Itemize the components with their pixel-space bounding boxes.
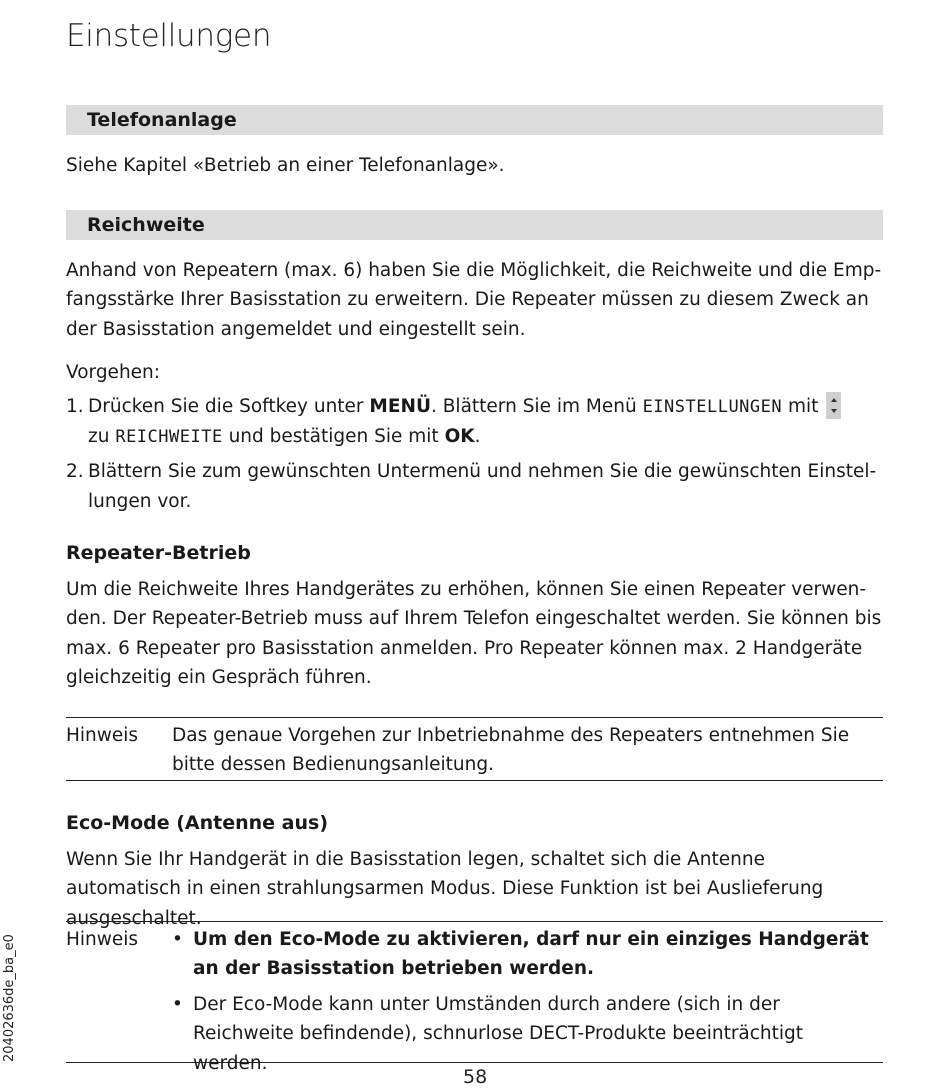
bullet-icon: • xyxy=(172,929,183,950)
document-code: 20402636de_ba_e0 xyxy=(2,934,17,1062)
step-text: Blättern Sie zum gewünschten Untermenü und nehmen Sie die gewünschten Einstel-lungen vor. xyxy=(88,461,877,512)
section-heading-telefonanlage: Telefonanlage xyxy=(66,105,883,135)
note-label: Hinweis xyxy=(66,929,139,950)
note-box-eco-mode xyxy=(66,921,883,1074)
step-text: Drücken Sie die Softkey unter MENÜ. Blättern Sie im Menü EINSTELLUNGEN mit zu REICHWEITE und bestätigen Sie mit OK. xyxy=(88,392,883,452)
bullet-text: Um den Eco-Mode zu aktivieren, darf nur ein einziges Handgerät an der Basisstation betrieben werden. xyxy=(193,929,869,980)
note-label: Hinweis xyxy=(66,725,139,746)
chapter-title: Einstellungen xyxy=(66,18,272,54)
eco-mode-text: Wenn Sie Ihr Handgerät in die Basisstation legen, schaltet sich die Antenne automatisch in einen strahlungsarmen Modus. Diese Funktion ist bei Auslieferung ausgeschaltet. xyxy=(66,849,824,929)
procedure-step-1 xyxy=(66,392,883,452)
step-number: 2. xyxy=(66,461,84,482)
subheading-repeater-betrieb: Repeater-Betrieb xyxy=(66,542,251,564)
navigation-key-icon xyxy=(826,392,841,419)
section-heading-reichweite: Reichweite xyxy=(66,210,883,240)
telefonanlage-text: Siehe Kapitel «Betrieb an einer Telefonanlage». xyxy=(66,155,505,176)
procedure-step-2 xyxy=(66,457,883,517)
procedure-label: Vorgehen: xyxy=(66,362,161,383)
display-text-reichweite: REICHWEITE xyxy=(115,427,223,447)
page-number: 58 xyxy=(463,1066,488,1088)
bullet-text: Der Eco-Mode kann unter Umständen durch andere (sich in der Reichweite befindende), schnurlose DECT-Produkte beeinträchtigt werden. xyxy=(193,994,804,1074)
note-text: Das genaue Vorgehen zur Inbetriebnahme des Repeaters entnehmen Sie bitte dessen Bedienungsanleitung. xyxy=(172,725,850,776)
reichweite-text: Anhand von Repeatern (max. 6) haben Sie die Möglichkeit, die Reichweite und die Emp-fangsstärke Ihrer Basisstation zu erweitern. Die Repeater müssen zu diesem Zweck an der Basisstation angemeldet und eingestellt sein. xyxy=(66,260,882,340)
bullet-icon: • xyxy=(172,994,183,1015)
step-number: 1. xyxy=(66,396,84,417)
note-box-repeater xyxy=(66,717,883,781)
subheading-eco-mode: Eco-Mode (Antenne aus) xyxy=(66,812,329,834)
display-text-einstellungen: EINSTELLUNGEN xyxy=(642,397,783,417)
softkey-menu-label: MENÜ xyxy=(369,396,431,417)
repeater-text: Um die Reichweite Ihres Handgerätes zu erhöhen, können Sie einen Repeater verwen-den. Der Repeater-Betrieb muss auf Ihrem Telefon eingeschaltet werden. Sie können bis max. 6 Repeater pro Basisstation anmelden. Pro Repeater können max. 2 Handgeräte gleichzeitig ein Gespräch führen. xyxy=(66,579,882,688)
ok-key-label: OK xyxy=(444,426,475,447)
